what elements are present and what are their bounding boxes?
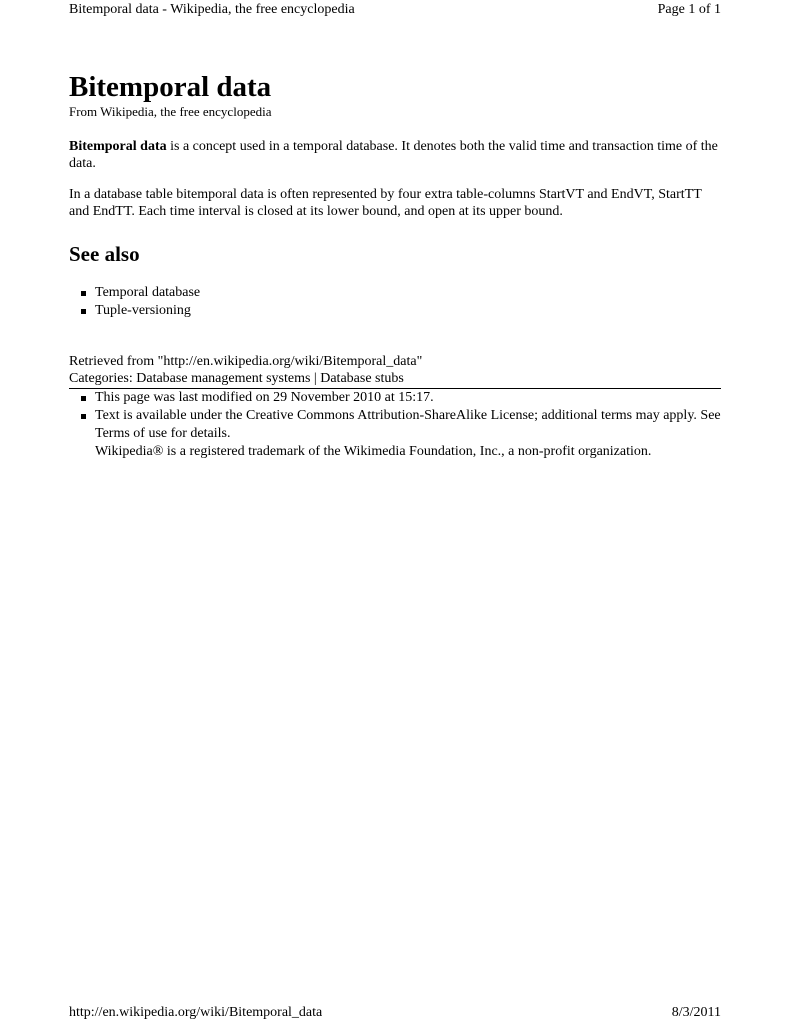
- footer-list: [69, 389, 721, 461]
- intro-text: is a concept used in a temporal database. It denotes both the valid time and transaction time of the data.: [69, 139, 718, 171]
- print-header-page-number: Page 1 of 1: [657, 2, 721, 17]
- retrieved-block: [69, 353, 721, 389]
- print-footer: [69, 1003, 721, 1023]
- page-subtitle: From Wikipedia, the free encyclopedia: [69, 104, 272, 119]
- categories: Categories: Database management systems | Database stubs: [69, 370, 721, 389]
- body-paragraph: In a database table bitemporal data is often represented by four extra table-columns StartVT and EndVT, StartTT and EndTT. Each time interval is closed at its lower bound, and open at its upper bound.: [69, 187, 702, 219]
- footer-item-license: [95, 407, 721, 461]
- trademark-text: Wikipedia® is a registered trademark of the Wikimedia Foundation, Inc., a non-profit organization.: [95, 444, 652, 459]
- see-also-item[interactable]: [95, 284, 721, 302]
- last-modified-text: This page was last modified on 29 November 2010 at 15:17.: [95, 390, 434, 405]
- see-also-heading: See also: [69, 242, 140, 266]
- print-footer-date: 8/3/2011: [671, 1005, 721, 1020]
- bullet-icon: [81, 414, 86, 419]
- intro-paragraph: [69, 138, 721, 172]
- see-also-link-tuple-versioning[interactable]: Tuple-versioning: [95, 303, 191, 318]
- print-header-title: Bitemporal data - Wikipedia, the free encyclopedia: [69, 2, 355, 17]
- bullet-icon: [81, 309, 86, 314]
- retrieved-from: Retrieved from "http://en.wikipedia.org/wiki/Bitemporal_data": [69, 354, 423, 369]
- see-also-item[interactable]: [95, 302, 721, 320]
- print-footer-url: http://en.wikipedia.org/wiki/Bitemporal_data: [69, 1005, 323, 1020]
- article-content: [69, 70, 721, 461]
- bullet-icon: [81, 291, 86, 296]
- see-also-link-temporal-database[interactable]: Temporal database: [95, 285, 201, 300]
- bullet-icon: [81, 396, 86, 401]
- footer-item-last-modified: [95, 389, 721, 407]
- see-also-list: [69, 284, 721, 320]
- intro-term: Bitemporal data: [69, 139, 167, 154]
- license-text: Text is available under the Creative Commons Attribution-ShareAlike License; additional terms may apply. See Terms of use for details.: [95, 408, 721, 441]
- page-title: Bitemporal data: [69, 71, 272, 103]
- print-header: [69, 0, 721, 20]
